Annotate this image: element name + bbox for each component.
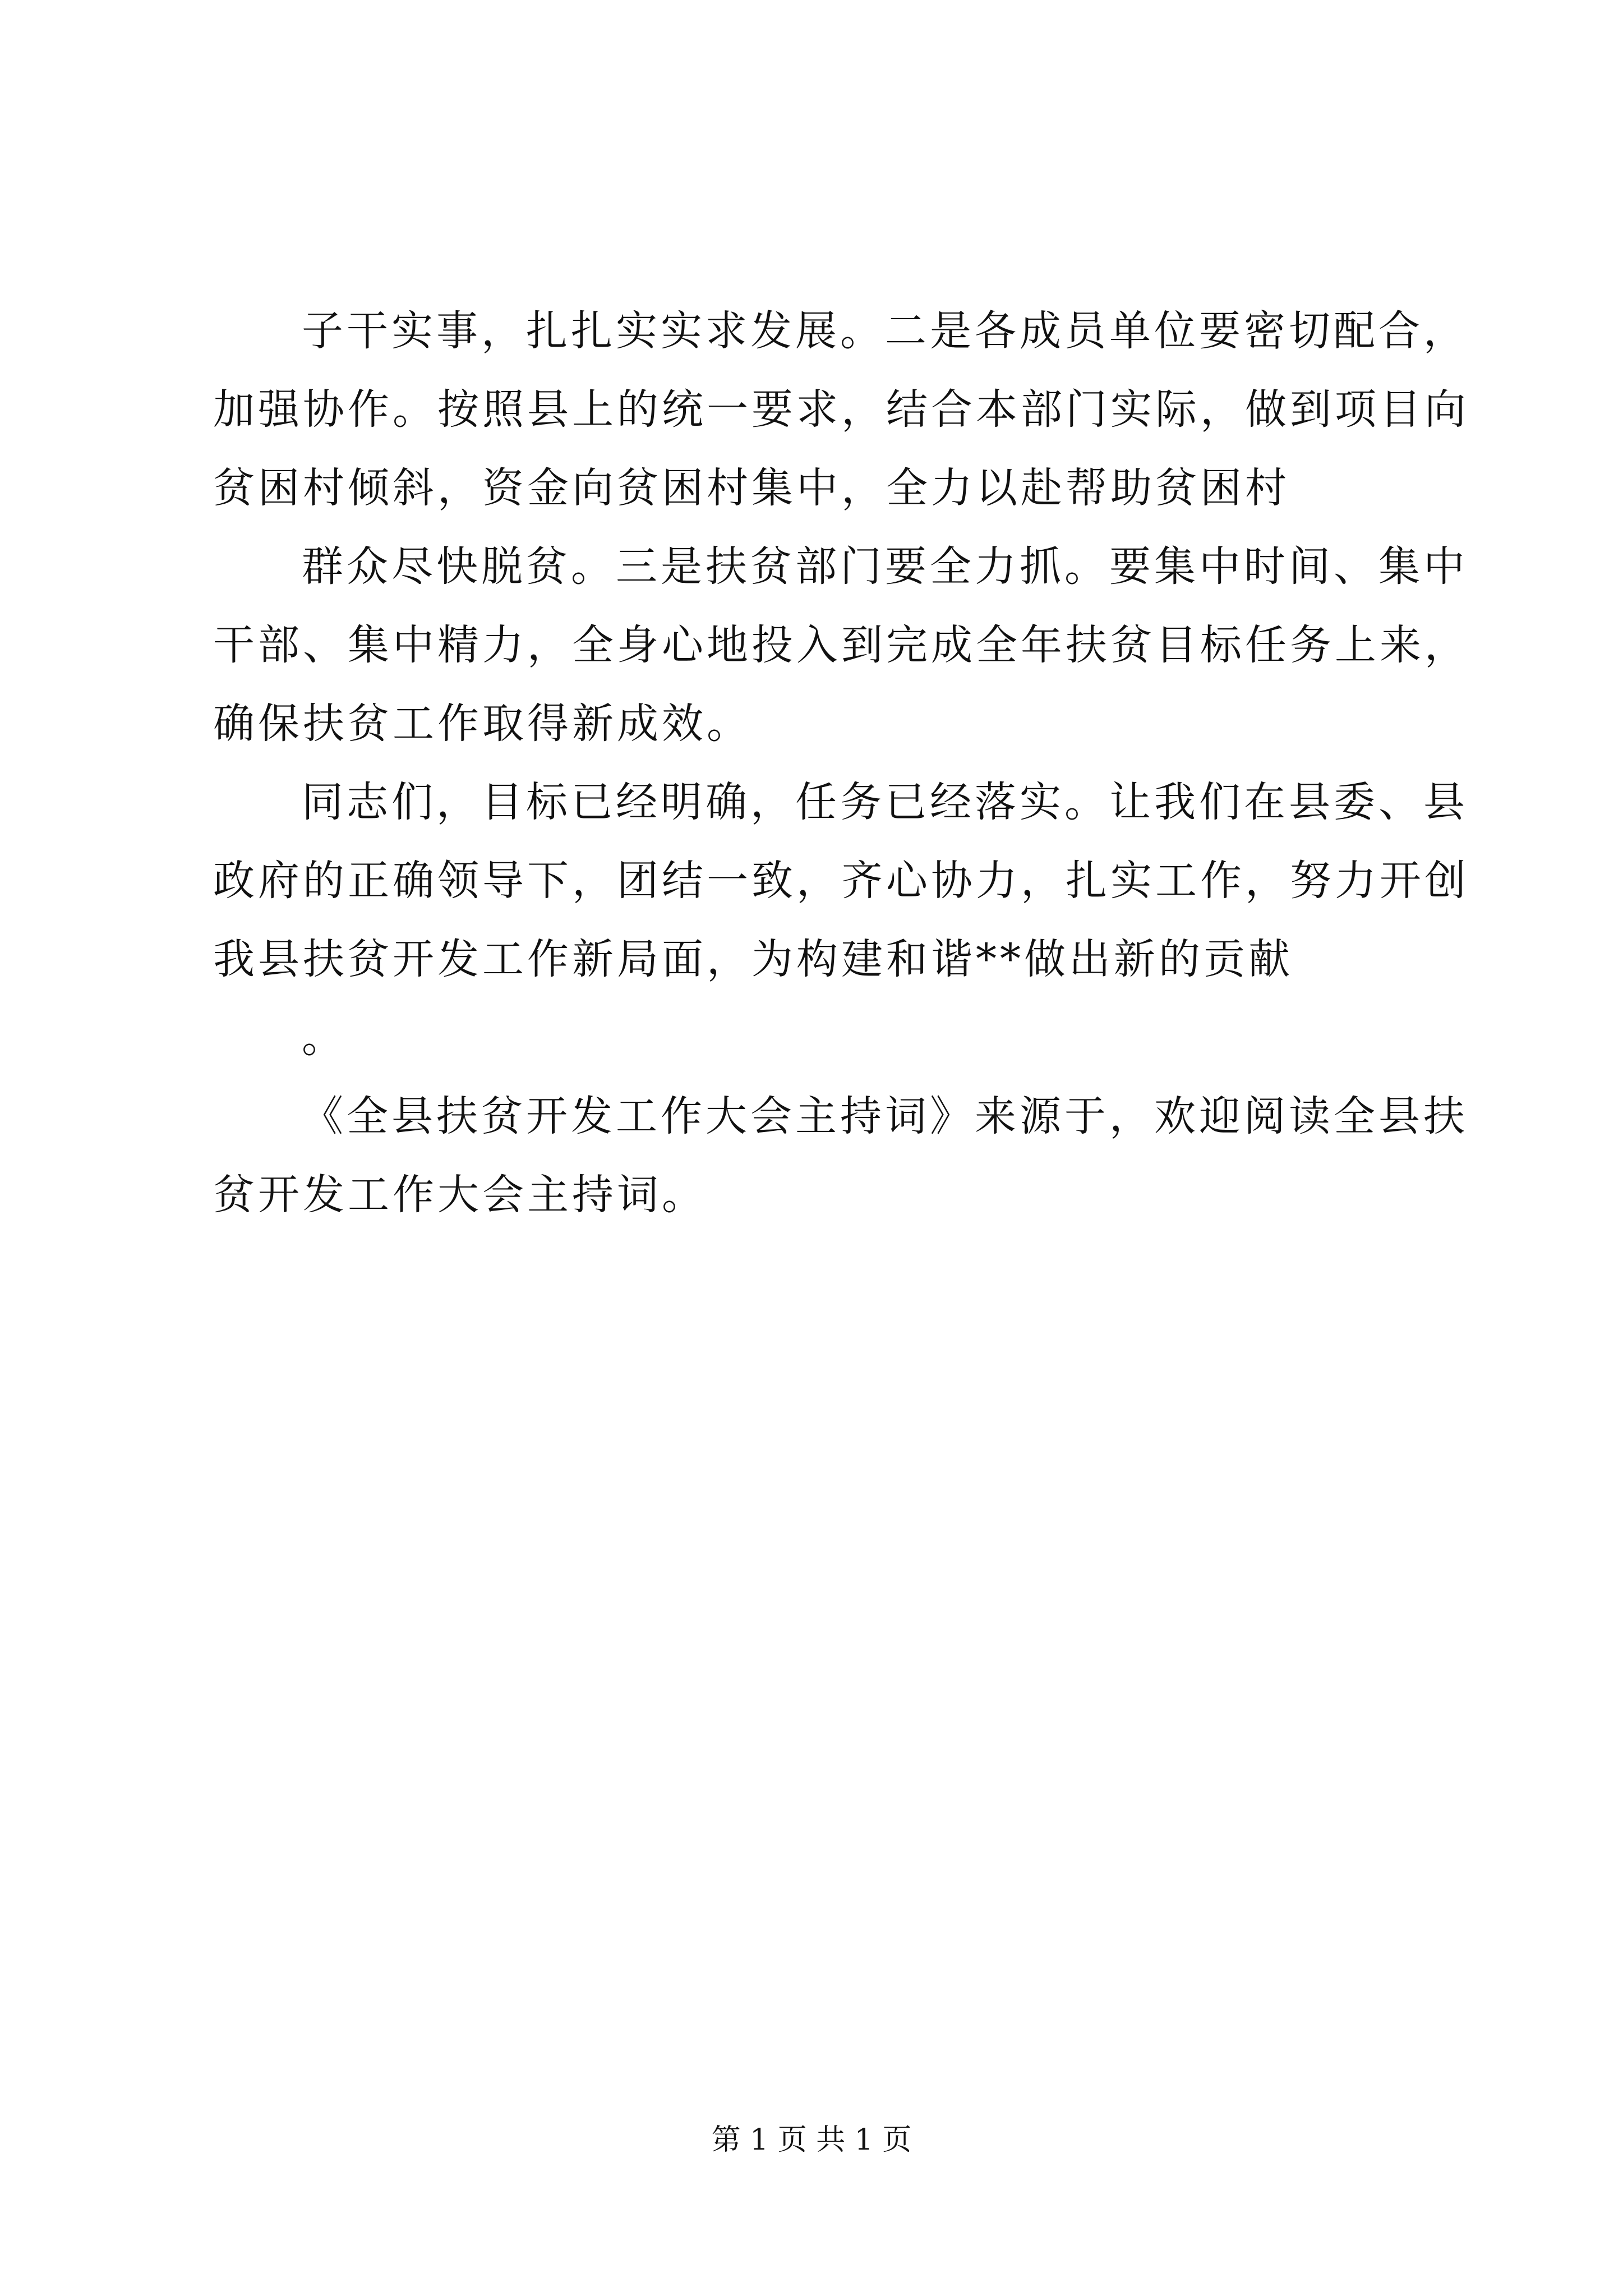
- page-footer: 第 1 页 共 1 页: [711, 2123, 912, 2157]
- text-line: 。: [302, 1014, 347, 1062]
- paragraph-5: [213, 1077, 1468, 1234]
- paragraph-3: [213, 763, 1469, 999]
- text-line: 子干实事，扎扎实实求发展。二是各成员单位要密切配合，: [302, 307, 1468, 355]
- paragraph-2: [213, 527, 1469, 763]
- text-line: 贫困村倾斜，资金向贫困村集中，全力以赴帮助贫困村: [213, 464, 1290, 512]
- paragraph-1: [213, 292, 1469, 527]
- text-line: 同志们，目标已经明确，任务已经落实。让我们在县委、县: [302, 778, 1468, 826]
- text-line: 《全县扶贫开发工作大会主持词》来源于，欢迎阅读全县扶: [302, 1092, 1468, 1140]
- text-line: 我县扶贫开发工作新局面，为构建和谐**做出新的贡献: [213, 935, 1293, 983]
- text-line: 贫开发工作大会主持词。: [213, 1171, 707, 1219]
- text-line: 干部、集中精力，全身心地投入到完成全年扶贫目标任务上来，: [213, 621, 1469, 669]
- text-line: 政府的正确领导下，团结一致，齐心协力，扎实工作，努力开创: [213, 857, 1469, 905]
- document-body: [213, 292, 1469, 1234]
- text-line: 群众尽快脱贫。三是扶贫部门要全力抓。要集中时间、集中: [302, 542, 1468, 591]
- paragraph-4: [213, 999, 1424, 1077]
- text-line: 加强协作。按照县上的统一要求，结合本部门实际，做到项目向: [213, 385, 1469, 434]
- text-line: 确保扶贫工作取得新成效。: [213, 700, 751, 748]
